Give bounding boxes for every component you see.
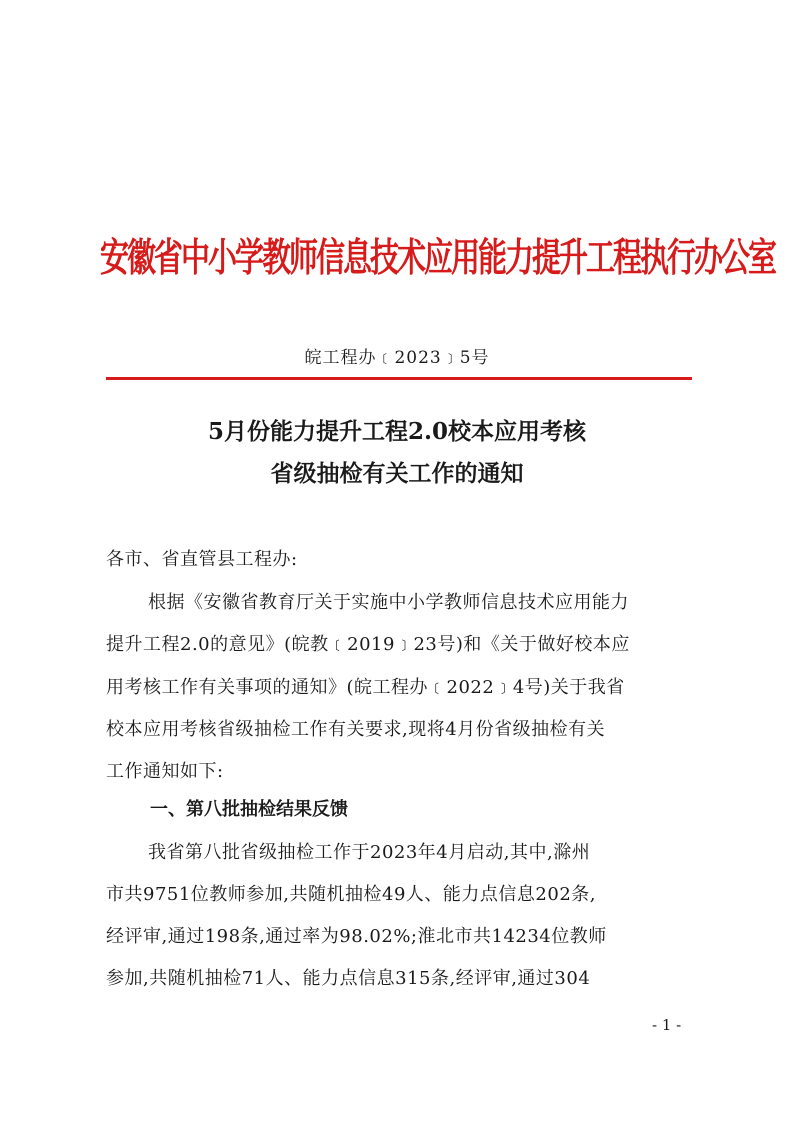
paragraph-1-line-1: 根据《安徽省教育厅关于实施中小学教师信息技术应用能力 (148, 592, 629, 613)
paragraph-1-line-4: 校本应用考核省级抽检工作有关要求,现将4月份省级抽检有关 (106, 719, 606, 740)
section-1-heading: 一、第八批抽检结果反馈 (150, 799, 348, 820)
notice-title-line-2: 省级抽检有关工作的通知 (270, 460, 524, 487)
salutation: 各市、省直管县工程办: (106, 549, 298, 570)
paragraph-2-line-3: 经评审,通过198条,通过率为98.02%;淮北市共14234位教师 (106, 926, 607, 947)
paragraph-1-line-2: 提升工程2.0的意见》(皖教﹝2019﹞23号)和《关于做好校本应 (106, 634, 630, 655)
paragraph-2-line-2: 市共9751位教师参加,共随机抽检49人、能力点信息202条, (106, 884, 597, 905)
page-number: - 1 - (652, 1016, 682, 1034)
paragraph-2-line-1: 我省第八批省级抽检工作于2023年4月启动,其中,滁州 (148, 842, 591, 863)
red-divider-line (106, 377, 692, 380)
notice-title-line-1: 5月份能力提升工程2.0校本应用考核 (207, 418, 587, 445)
issuer-header: 安徽省中小学教师信息技术应用能力提升工程执行办公室 (100, 234, 776, 281)
paragraph-1-line-3: 用考核工作有关事项的通知》(皖工程办﹝2022﹞4号)关于我省 (106, 677, 625, 698)
paragraph-1-line-5: 工作通知如下: (106, 761, 224, 782)
document-number: 皖工程办﹝2023﹞5号 (304, 348, 490, 368)
paragraph-2-line-4: 参加,共随机抽检71人、能力点信息315条,经评审,通过304 (106, 968, 591, 989)
